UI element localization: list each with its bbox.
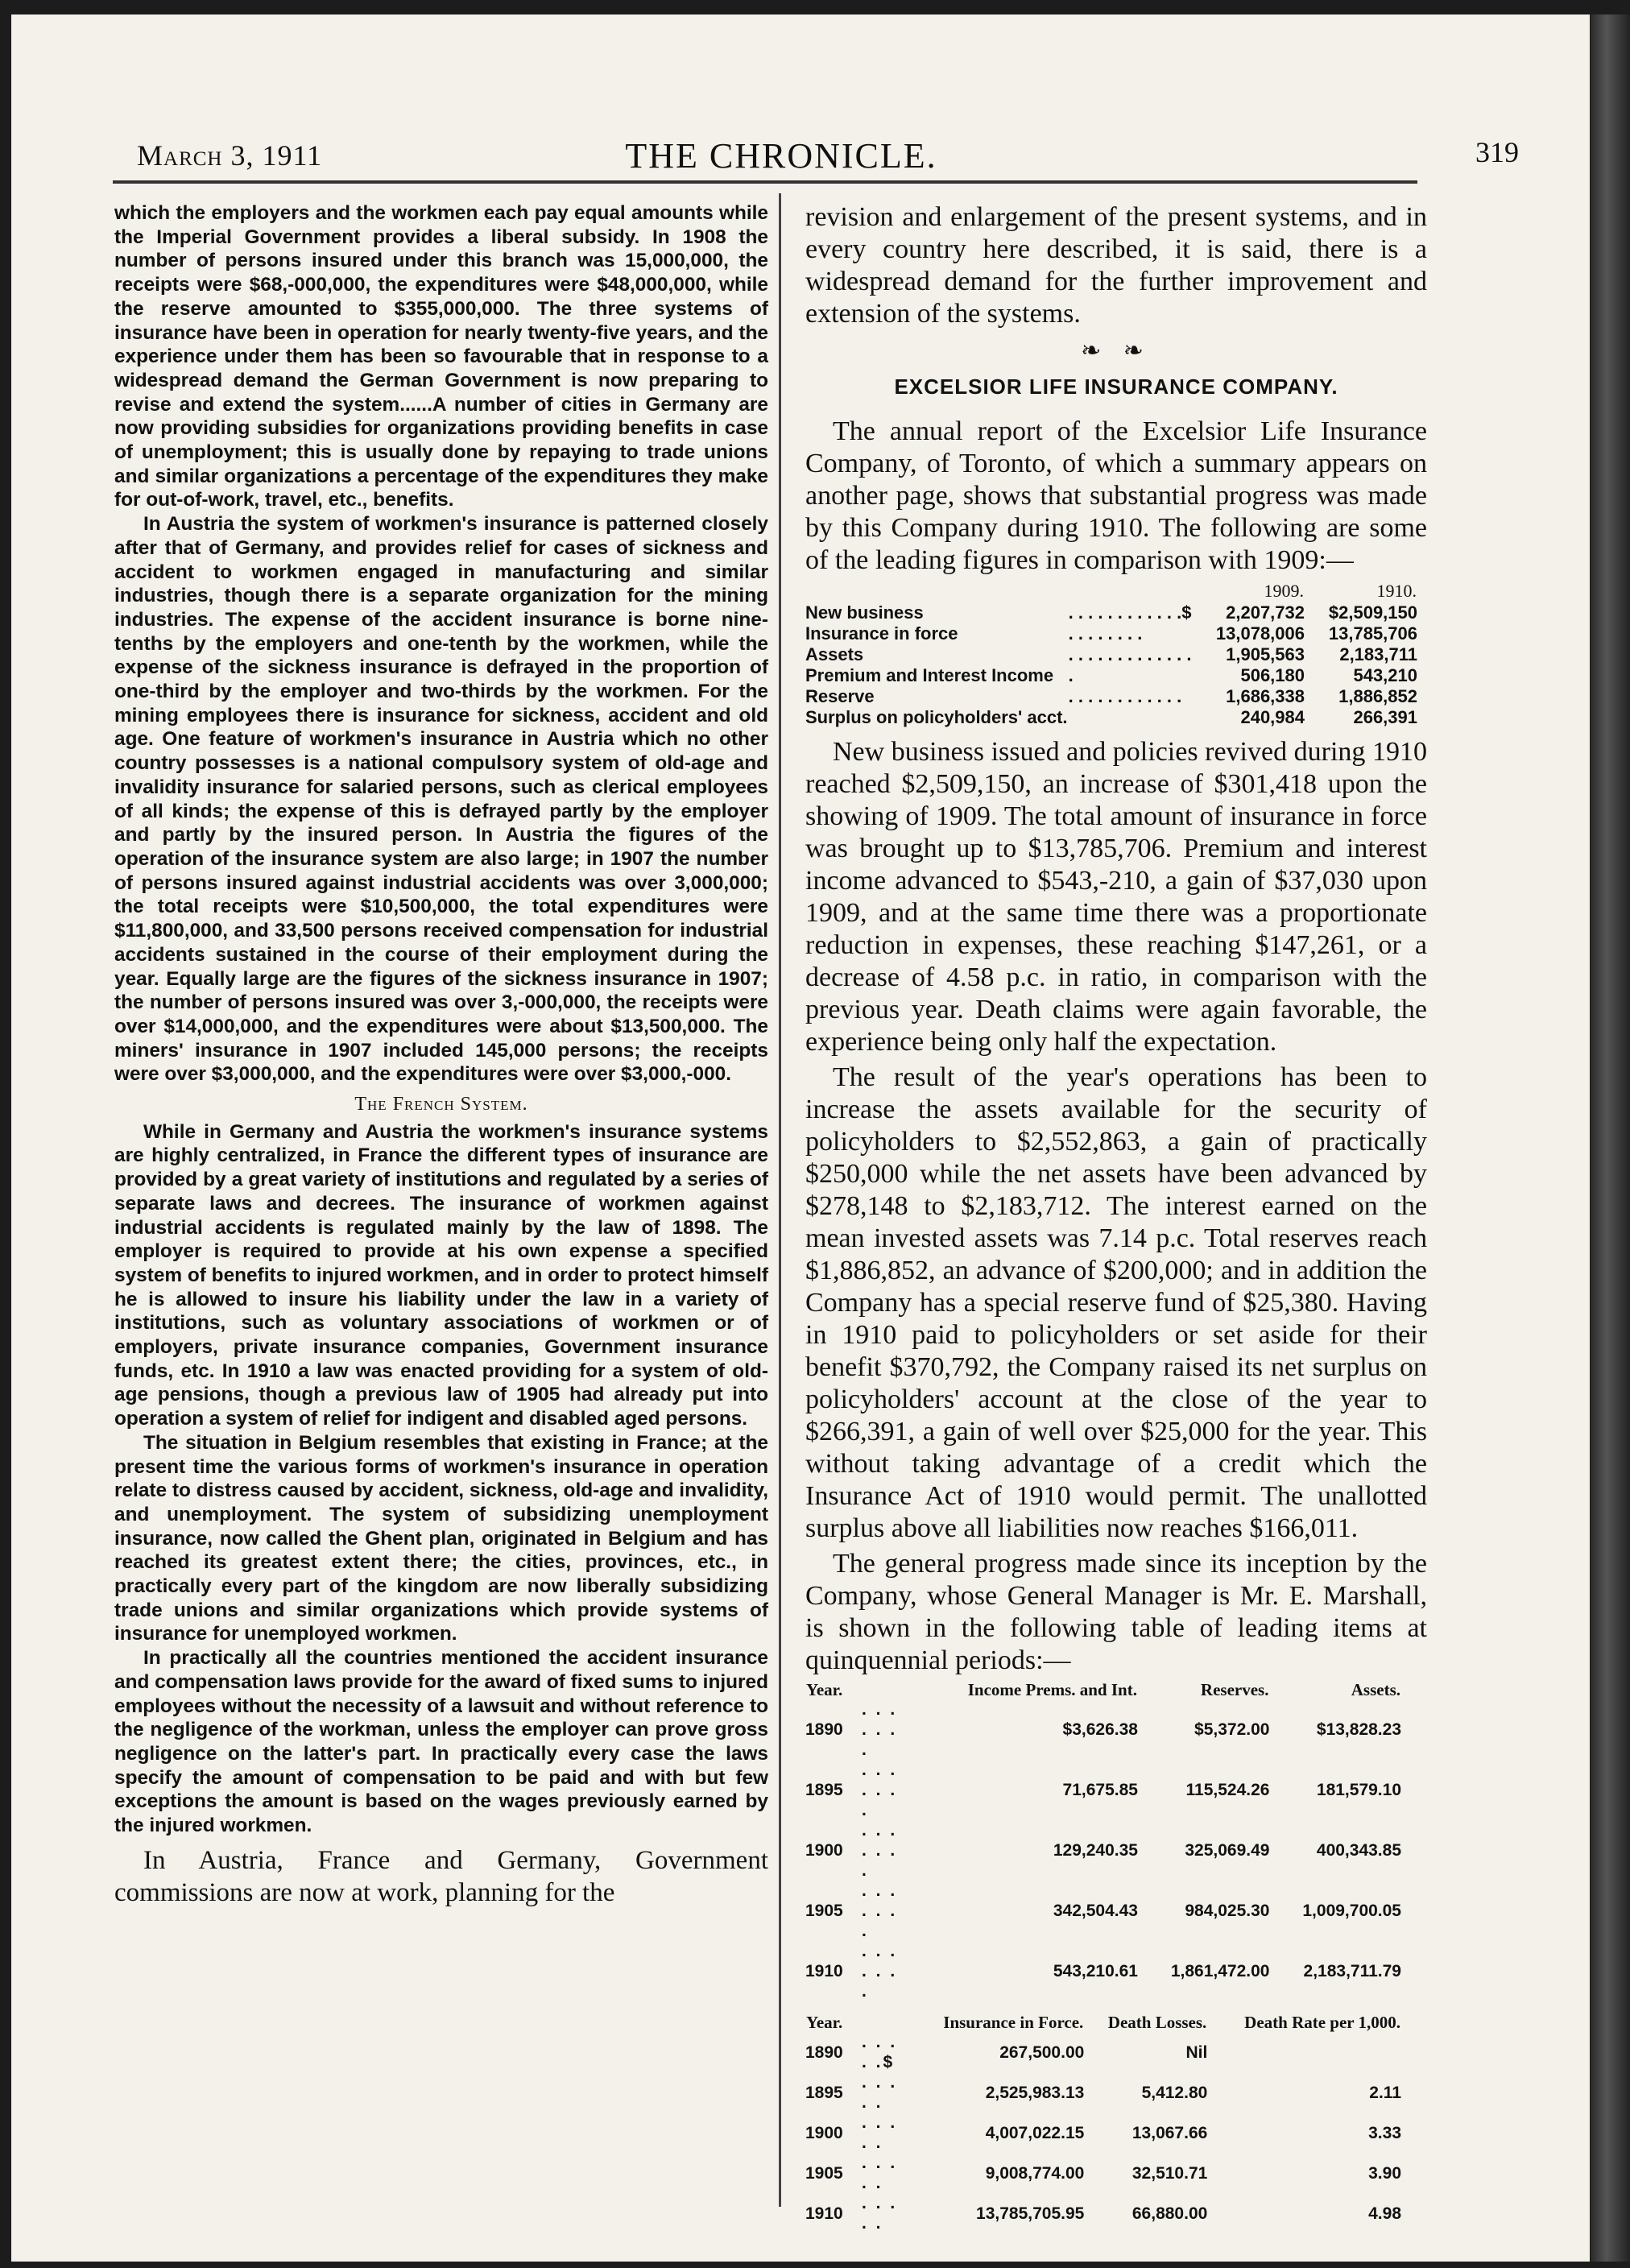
- income-cell: 342,504.43: [1053, 1902, 1138, 1920]
- left-paragraph: While in Germany and Austria the workmen's insurance systems are highly centralized, in France the different types of insurance are provided by a great variety of institutions and regulated by a series of separate laws and decrees. The insurance of workmen against industrial accidents is regulated mainly by the law of 1898. The employer is required to provide at his own expense a specified system of benefits to injured workmen, and in order to protect himself he is allowed to insure his liability under the law in a variety of institutions, such as voluntary associations of workmen or of employers, private insurance companies, Government insurance funds, etc. In 1910 a law was enacted providing for a system of old-age pensions, though a previous law of 1905 had already put into operation a system of relief for indigent and disabled aged persons.: [114, 1120, 768, 1430]
- left-column: [114, 201, 768, 1909]
- table-row: [805, 2072, 1401, 2113]
- year-cell: 1910: [805, 1962, 843, 1980]
- column-header: Insurance in Force.: [943, 2013, 1084, 2032]
- rate-cell: [1207, 2032, 1401, 2072]
- year-cell: 1890: [805, 2042, 843, 2062]
- assets-cell: 400,343.85: [1316, 1841, 1401, 1860]
- table-row: [805, 707, 1417, 728]
- leader-dots: . . . . . . .: [862, 1761, 898, 1819]
- value-1910: $2,509,150: [1328, 602, 1417, 623]
- table-row: [805, 2153, 1401, 2193]
- header-date: March 3, 1911: [137, 139, 323, 172]
- closing-paragraph: In Austria, France and Germany, Government commissions are now at work, planning for the: [114, 1845, 768, 1907]
- right-paragraph: New business issued and policies revived during 1910 reached $2,509,150, an increase of $301,418 upon the showing of 1909. The total amount of insurance in force was brought up to $13,785,706. Premium and interest income advanced to $543,-210, a gain of $37,030 upon 1909, and at the same time there was a proportionate reduction in expenses, these reaching $147,261, or a decrease of 4.58 p.c. in ratio, in comparison with the previous year. Death claims were again favorable, the experience being only half the expectation.: [805, 737, 1427, 1057]
- value-1910: 2,183,711: [1339, 644, 1417, 664]
- value-1909: 1,686,338: [1226, 686, 1305, 706]
- leader-dots: . . . . .: [862, 2154, 898, 2192]
- left-paragraph: The situation in Belgium resembles that existing in France; at the present time the various forms of workmen's insurance in operation relate to distress caused by accident, sickness, old-age and invalidity, and unemployment. The system of subsidizing unemployment insurance, now called the Ghent plan, originated in Belgium and has reached its greatest extent there; the cities, provinces, etc., in practically every part of the kingdom are now liberally subsidizing trade unions and similar organizations which provide systems of insurance for unemployed workmen.: [114, 1431, 768, 1645]
- column-header: 1910.: [1376, 581, 1417, 601]
- left-paragraph: In Austria the system of workmen's insurance is patterned closely after that of Germany, and provides relief for cases of sickness and accident to workmen engaged in manufacturing and similar industries, though there is a separate organization for the mining industries. The expense of the accident insurance is borne nine-tenths by the employers and one-tenth by the workmen, while the expense of the sickness insurance is defrayed in the proportion of one-third by the employer and two-thirds by the workmen. For the mining employees there is insurance for sickness, accident and old age. One feature of workmen's insurance in Austria which no other country possesses is a national compulsory system of old-age and invalidity insurance for salaried persons, such as clerical employees of all kinds; the expense of this is defrayed partly by the employer and partly by the insured person. In Austria the figures of the operation of the insurance system are also large; in 1907 the number of persons insured against industrial accidents was over 3,000,000; the total receipts were $10,500,000, the total expenditures were $11,800,000, and 33,500 persons received compensation for industrial accidents sustained in the course of their employment during the year. Equally large are the figures of the sickness insurance in 1907; the number of persons insured was over 3,-000,000, the receipts were over $14,000,000, and the expenditures were about $13,500,000. The miners' insurance in 1907 included 145,000 persons; the receipts were over $3,000,000, and the expenditures were over $3,000,-000.: [114, 513, 768, 1086]
- value-1909: 240,984: [1240, 707, 1305, 727]
- table-row: [805, 1699, 1401, 1760]
- leader-dots: . . . . .: [862, 2194, 898, 2233]
- ornament-icon: ❧ ❧: [1081, 337, 1152, 364]
- column-divider: [779, 193, 781, 2207]
- leader-dots: . . . . . . .: [862, 1821, 898, 1880]
- row-label: Insurance in force: [805, 623, 958, 644]
- table-row: [805, 686, 1417, 707]
- page-number: 319: [1475, 136, 1519, 168]
- table-row: [805, 1881, 1401, 1941]
- page-header: [121, 135, 1519, 184]
- row-label: Reserve: [805, 686, 875, 706]
- right-opening-paragraph: revision and enlargement of the present systems, and in every country here described, it is said, there is a widespread demand for the further improvement and extension of the systems.: [805, 202, 1427, 329]
- column-header: 1909.: [1264, 581, 1304, 601]
- left-paragraph: In practically all the countries mentioned the accident insurance and compensation laws provide for the award of fixed sums to injured employees without the necessity of a lawsuit and without reference to the negligence of the workman, unless the employer can prove gross negligence on the latter's part. In practically every case the laws specify the amount of compensation to be paid and with but few exceptions the amount is based on the wages previously earned by the injured workmen.: [114, 1647, 768, 1837]
- insurance-cell: 4,007,022.15: [985, 2123, 1085, 2142]
- year-cell: 1905: [805, 1902, 843, 1920]
- reserves-cell: $5,372.00: [1194, 1720, 1270, 1739]
- year-cell: 1895: [805, 2083, 843, 2102]
- reserves-cell: 1,861,472.00: [1170, 1962, 1270, 1980]
- quinquennial-table-insurance: [805, 2013, 1401, 2233]
- losses-cell: 32,510.71: [1131, 2163, 1208, 2183]
- value-1910: 1,886,852: [1338, 686, 1417, 706]
- table-row: [805, 1941, 1401, 2001]
- value-1909: 506,180: [1240, 665, 1305, 685]
- column-header: Reserves.: [1200, 1680, 1269, 1699]
- table-row: [805, 2113, 1401, 2153]
- reserves-cell: 984,025.30: [1185, 1902, 1270, 1920]
- leader-dots: . . . . .$: [862, 2033, 898, 2071]
- year-cell: 1890: [805, 1720, 843, 1739]
- column-header: Year.: [806, 2013, 843, 2032]
- table-row: [805, 2193, 1401, 2233]
- insurance-cell: 13,785,705.95: [976, 2204, 1085, 2223]
- income-cell: 129,240.35: [1053, 1841, 1138, 1860]
- row-label: Premium and Interest Income: [805, 665, 1054, 685]
- row-label: Assets: [805, 644, 864, 664]
- quinquennial-table-income: [805, 1680, 1401, 2001]
- section-heading: The French System.: [354, 1094, 528, 1115]
- leader-dots: .: [1068, 665, 1074, 685]
- table-row: [805, 1760, 1401, 1820]
- year-cell: 1905: [805, 2163, 843, 2183]
- assets-cell: 2,183,711.79: [1303, 1962, 1401, 1980]
- rate-cell: 2.11: [1369, 2083, 1401, 2102]
- reserves-cell: 325,069.49: [1185, 1841, 1270, 1860]
- figures-table: [805, 580, 1417, 728]
- leader-dots: . . . . .: [862, 2113, 898, 2152]
- assets-cell: $13,828.23: [1316, 1720, 1401, 1739]
- book-spine: [1591, 14, 1630, 2262]
- rate-cell: 3.90: [1368, 2163, 1401, 2183]
- intro-paragraph: The annual report of the Excelsior Life Insurance Company, of Toronto, of which a summary appears on another page, shows that substantial progress was made by this Company during 1910. The following are some of the leading figures in comparison with 1909:—: [805, 416, 1427, 575]
- leader-dots: . . . . . . . . . . . .: [1068, 686, 1182, 706]
- table-row: [805, 1820, 1401, 1881]
- value-1909: 13,078,006: [1215, 623, 1305, 644]
- rate-cell: 4.98: [1368, 2204, 1401, 2223]
- publication-title: THE CHRONICLE.: [625, 136, 937, 176]
- column-header: Death Rate per 1,000.: [1244, 2013, 1400, 2032]
- right-paragraph: The general progress made since its inception by the Company, whose General Manager is Mr. E. Marshall, is shown in the following table of leading items at quinquennial periods:—: [805, 1549, 1427, 1675]
- right-column: [805, 201, 1427, 2233]
- year-cell: 1910: [805, 2204, 843, 2223]
- leader-dots: . . . . . . .: [862, 1942, 898, 2001]
- row-label: New business: [805, 602, 924, 623]
- assets-cell: 1,009,700.05: [1302, 1902, 1401, 1920]
- leader-dots: . . . . .: [862, 2073, 898, 2112]
- leader-dots: . . . . . . . . . . . . .: [1068, 644, 1192, 664]
- year-cell: 1900: [805, 1841, 843, 1860]
- leader-dots: . . . . . . .: [862, 1700, 898, 1759]
- value-1910: 266,391: [1353, 707, 1417, 727]
- table-row: [805, 623, 1417, 644]
- reserves-cell: 115,524.26: [1185, 1781, 1270, 1799]
- insurance-cell: 267,500.00: [999, 2042, 1085, 2062]
- leader-dots: . . . . . . .: [862, 1881, 898, 1940]
- table-row: [805, 665, 1417, 686]
- right-paragraph: The result of the year's operations has been to increase the assets available for the security of policyholders to $2,552,863, a gain of practically $250,000 while the net assets have been advanced by $278,148 to $2,183,712. The interest earned on the mean invested assets was 7.14 p.c. Total reserves reach $1,886,852, an advance of $200,000; and in addition the Company has a special reserve fund of $25,380. Having in 1910 paid to policyholders or set aside for their benefit $370,792, the Company raised its net surplus on policyholders' account at the close of the year to $266,391, a gain of well over $25,000 for the year. This without taking advantage of a credit which the Insurance Act of 1910 would permit. The unallotted surplus above all liabilities now reaches $166,011.: [805, 1062, 1427, 1543]
- article-heading: EXCELSIOR LIFE INSURANCE COMPANY.: [894, 375, 1338, 399]
- column-header: Income Prems. and Int.: [967, 1680, 1137, 1699]
- losses-cell: Nil: [1185, 2042, 1208, 2062]
- value-1910: 543,210: [1353, 665, 1417, 685]
- value-1909: 1,905,563: [1226, 644, 1305, 664]
- losses-cell: 13,067.66: [1131, 2123, 1208, 2142]
- column-header: Assets.: [1351, 1680, 1400, 1699]
- column-header: Year.: [806, 1680, 843, 1699]
- assets-cell: 181,579.10: [1316, 1781, 1401, 1799]
- rate-cell: 3.33: [1368, 2123, 1401, 2142]
- leader-dots: . . . . . . . .: [1068, 623, 1143, 644]
- insurance-cell: 9,008,774.00: [985, 2163, 1085, 2183]
- insurance-cell: 2,525,983.13: [985, 2083, 1085, 2102]
- leader-dots: . . . . . . . . . . . .$: [1068, 602, 1192, 623]
- table-row: [805, 602, 1417, 623]
- leader-dots: [1069, 707, 1192, 728]
- column-header: Death Losses.: [1107, 2013, 1207, 2032]
- value-1909: 2,207,732: [1226, 602, 1305, 623]
- year-cell: 1895: [805, 1781, 843, 1799]
- year-cell: 1900: [805, 2123, 843, 2142]
- table-row: [805, 644, 1417, 665]
- table-row: [805, 2032, 1401, 2072]
- left-paragraph: which the employers and the workmen each pay equal amounts while the Imperial Government provides a liberal subsidy. In 1908 the number of persons insured under this branch was 15,000,000, the receipts were $68,-000,000, the expenditures were $48,000,000, while the reserve amounted to $355,000,000. The three systems of insurance have been in operation for nearly twenty-five years, and the experience under them has been so favourable that in response to a widespread demand the German Government is now preparing to revise and extend the system......A number of cities in Germany are now providing subsidies for organizations providing benefits in case of unemployment; this is usually done by repaying to trade unions and similar organizations a percentage of the expenditures they make for out-of-work, travel, etc., benefits.: [114, 202, 768, 511]
- income-cell: 543,210.61: [1053, 1962, 1138, 1980]
- losses-cell: 66,880.00: [1131, 2204, 1208, 2223]
- value-1910: 13,785,706: [1328, 623, 1417, 644]
- income-cell: $3,626.38: [1062, 1720, 1138, 1739]
- income-cell: 71,675.85: [1062, 1781, 1138, 1799]
- header-rule: [113, 180, 1417, 184]
- row-label: Surplus on policyholders' acct.: [805, 707, 1068, 727]
- losses-cell: 5,412.80: [1141, 2083, 1208, 2102]
